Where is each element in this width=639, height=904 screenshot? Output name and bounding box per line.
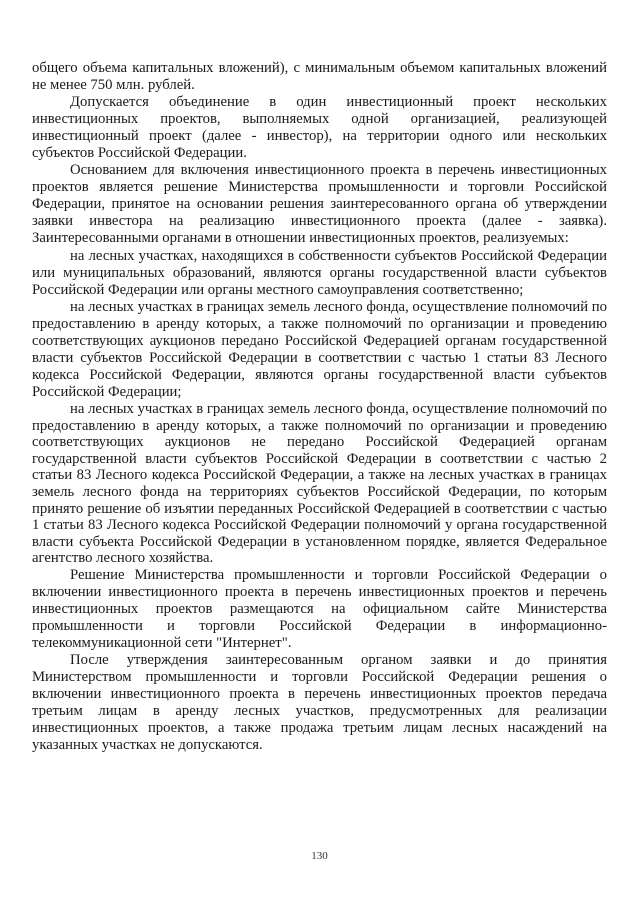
paragraph-inclusion-basis: Основанием для включения инвестиционного проекта в перечень инвестиционных проектов является решение Министерства промышленности и торговли Российской Федерации, принятое на основании решения заинтересованного органа об утверждении заявки инвестора на реализацию инвестиционного проекта (далее - заявка). Заинтересованными органами в отношении инвестиционных проектов, реализуемых:	[32, 162, 607, 247]
paragraph-project-merging: Допускается объединение в один инвестиционный проект нескольких инвестиционных проектов, выполняемых одной организацией, реализующей инвестиционный проект (далее - инвестор), на территории одного или нескольких субъектов Российской Федерации.	[32, 94, 607, 162]
list-item-delegated-powers: на лесных участках в границах земель лесного фонда, осуществление полномочий по предоставлению в аренду которых, а также полномочий по организации и проведению соответствующих аукционов передано Российской Федерацией органам государственной власти субъектов Российской Федерации в соответствии с частью 1 статьи 83 Лесного кодекса Российской Федерации, являются органы государственной власти субъектов Российской Федерации;	[32, 298, 607, 400]
paragraph-transfer-restriction: После утверждения заинтересованным органом заявки и до принятия Министерством промышленности и торговли Российской Федерации решения о включении инвестиционного проекта в перечень инвестиционных проектов передача третьим лицам в аренду лесных участков, предусмотренных для реализации инвестиционных проектов, а также продажа третьим лицам лесных насаждений на указанных участках не допускаются.	[32, 652, 607, 754]
paragraph-publication: Решение Министерства промышленности и торговли Российской Федерации о включении инвестиционного проекта в перечень инвестиционных проектов и перечень инвестиционных проектов размещаются на официальном сайте Министерства промышленности и торговли Российской Федерации в информационно-телекоммуникационной сети "Интернет".	[32, 566, 607, 652]
paragraph-continuation: общего объема капитальных вложений), с минимальным объемом капитальных вложений не менее 750 млн. рублей.	[32, 60, 607, 94]
list-item-subject-owned-plots: на лесных участках, находящихся в собственности субъектов Российской Федерации или муниципальных образований, являются органы государственной власти субъектов Российской Федерации или органы местного самоуправления соответственно;	[32, 247, 607, 298]
page-number: 130	[311, 850, 328, 862]
list-item-federal-agency: на лесных участках в границах земель лесного фонда, осуществление полномочий по предоставлению в аренду которых, а также полномочий по организации и проведению соответствующих аукционов не передано Российской Федерацией органам государственной власти субъектов Российской Федерации в соответствии с частью 2 статьи 83 Лесного кодекса Российской Федерации, а также на лесных участках в границах земель лесного фонда на территориях субъектов Российской Федерации, по которым принято решение об изъятии переданных Российской Федерацией в соответствии с частью 1 статьи 83 Лесного кодекса Российской Федерации полномочий у органа государственной власти субъекта Российской Федерации в установленном порядке, является Федеральное агентство лесного хозяйства.	[32, 400, 607, 567]
document-body	[32, 60, 607, 754]
